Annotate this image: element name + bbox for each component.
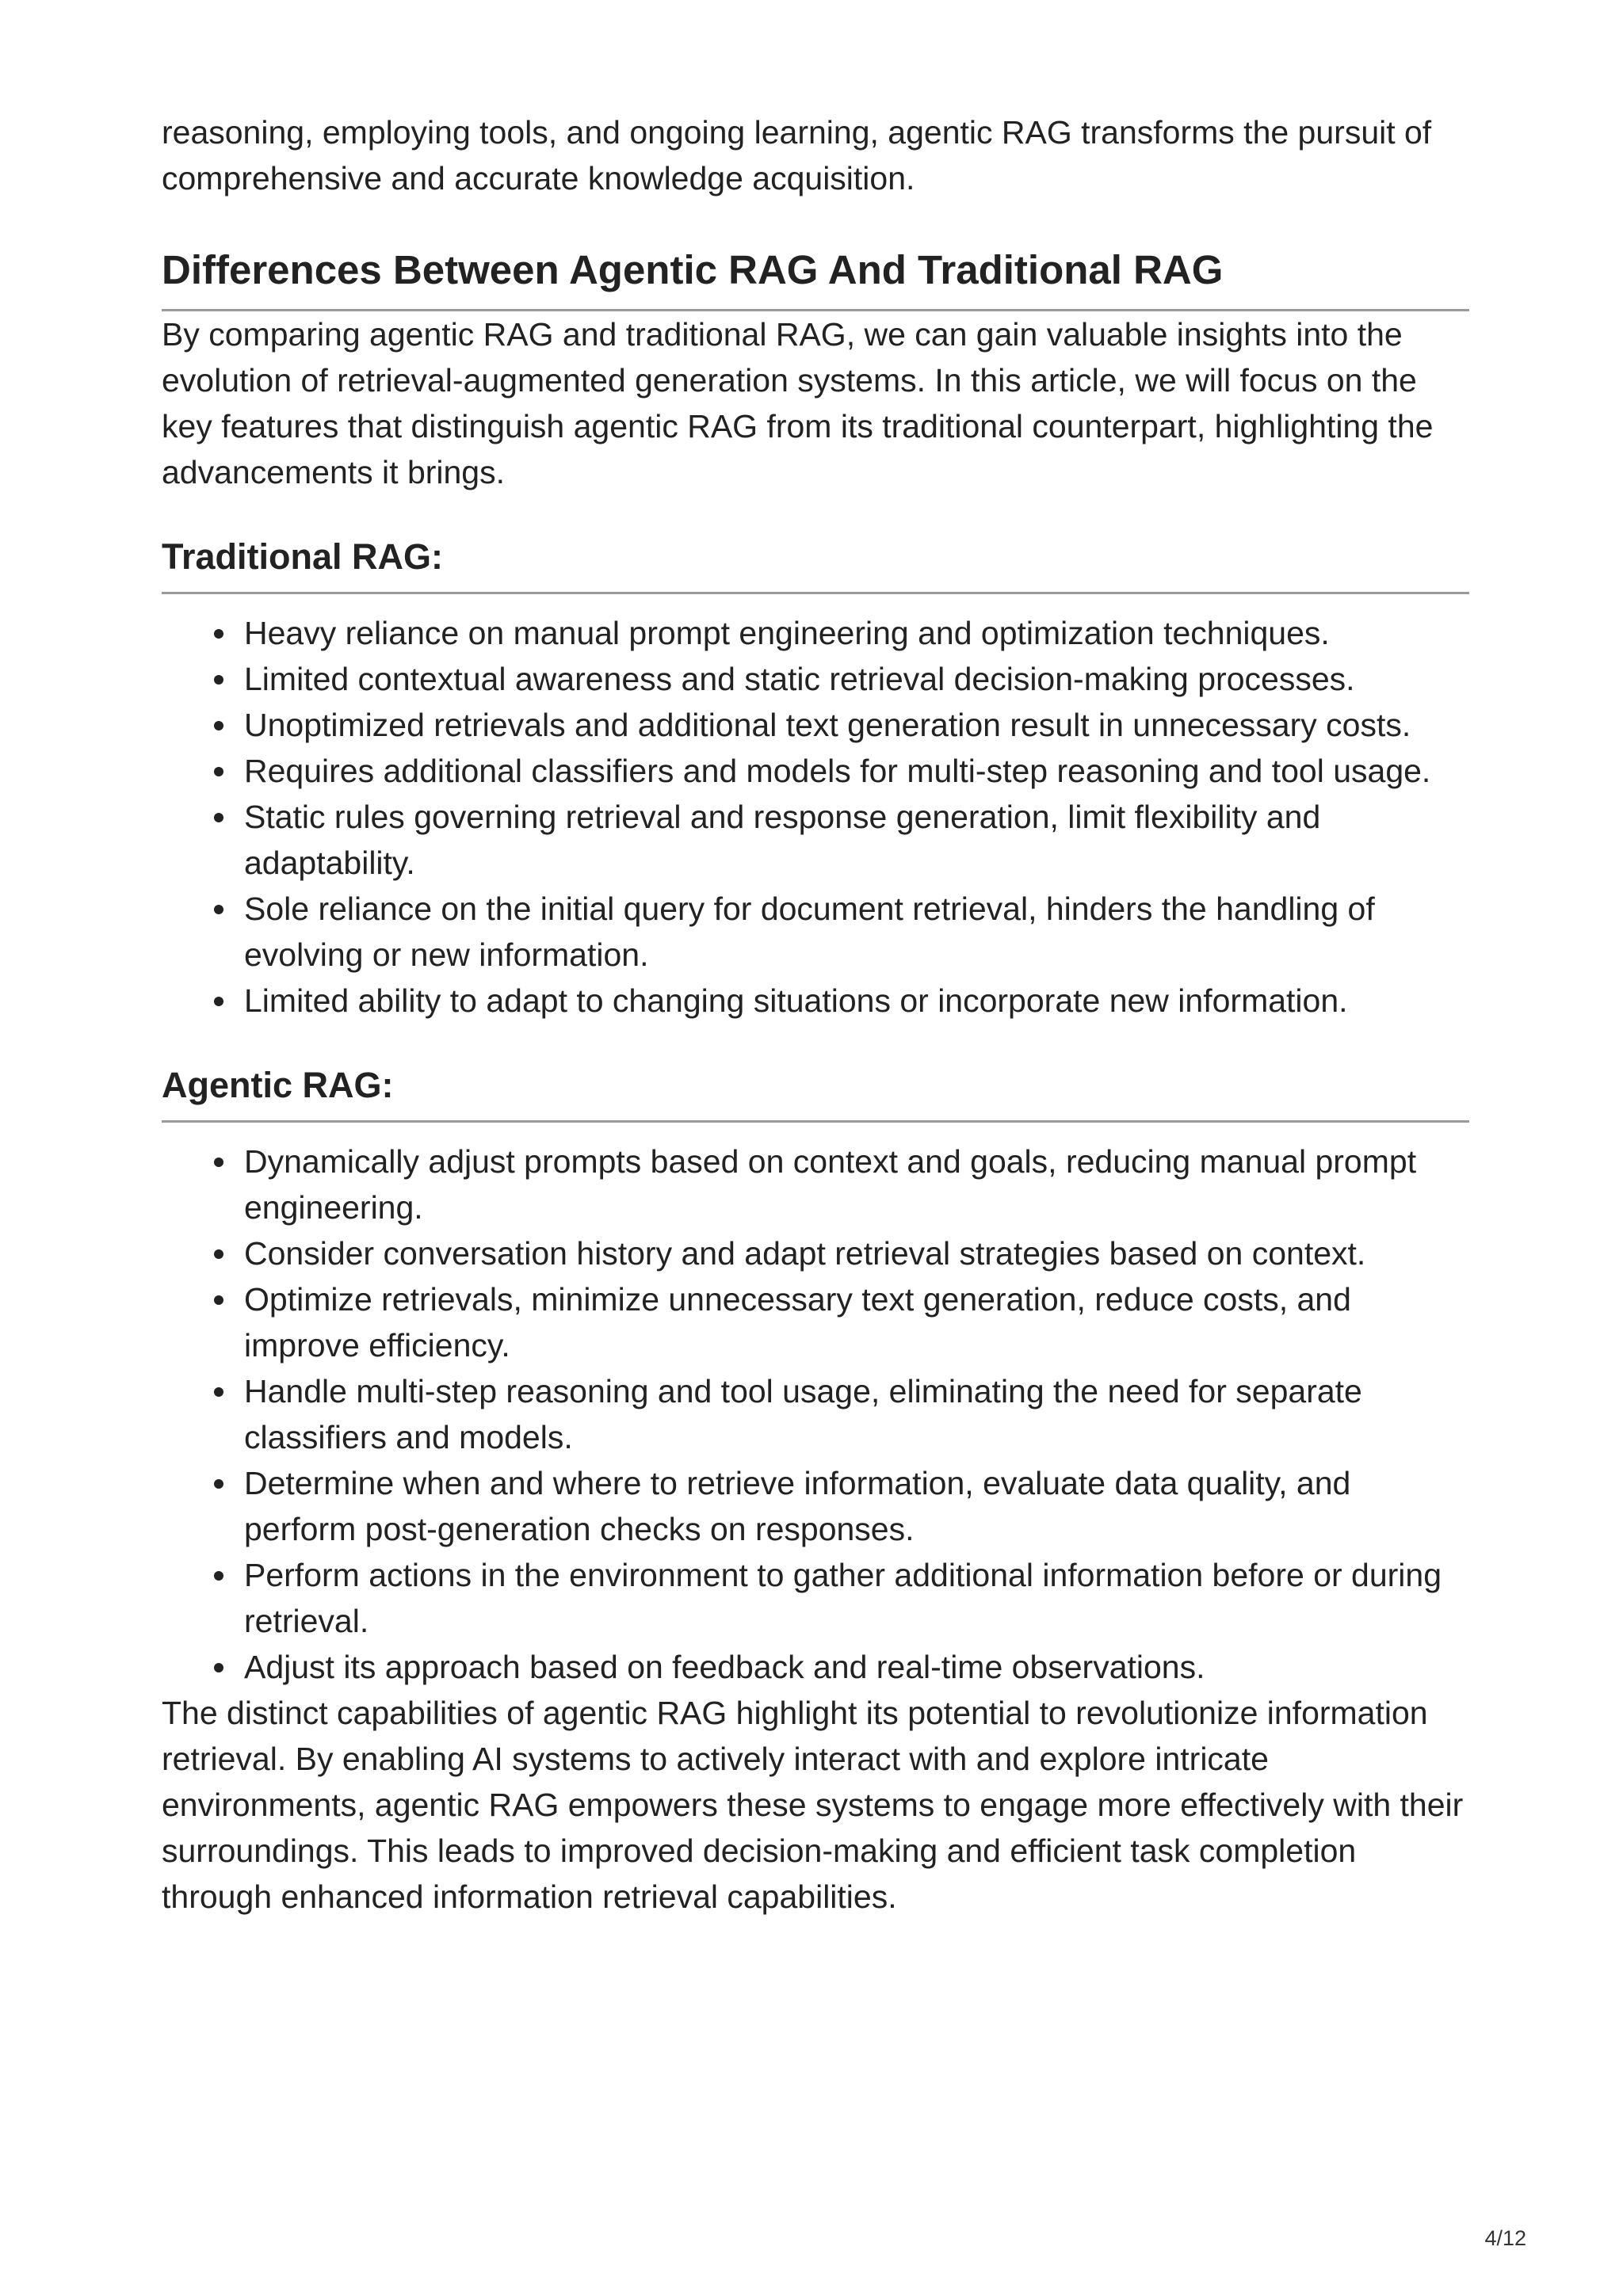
list-item: Heavy reliance on manual prompt engineering and optimization techniques. — [244, 610, 1469, 656]
traditional-rag-heading: Traditional RAG: — [162, 533, 1469, 594]
list-item: Sole reliance on the initial query for document retrieval, hinders the handling of evolving or new information. — [244, 886, 1469, 978]
section-paragraph: By comparing agentic RAG and traditional RAG, we can gain valuable insights into the evolution of retrieval-augmented generation systems. In this article, we will focus on the key features that distinguish agentic RAG from its traditional counterpart, highlighting the advancements it brings. — [162, 316, 1434, 490]
document-page — [162, 109, 1469, 1920]
agentic-rag-list — [162, 1138, 1469, 1690]
list-item: Unoptimized retrievals and additional text generation result in unnecessary costs. — [244, 702, 1469, 748]
section-heading: Differences Between Agentic RAG And Traditional RAG — [162, 242, 1469, 311]
list-item: Static rules governing retrieval and response generation, limit flexibility and adaptability. — [244, 794, 1469, 886]
page-number: 4/12 — [1484, 2226, 1526, 2250]
list-item: Adjust its approach based on feedback and real-time observations. — [244, 1644, 1469, 1690]
list-item: Optimize retrievals, minimize unnecessary text generation, reduce costs, and improve efficiency. — [244, 1276, 1469, 1368]
list-item: Consider conversation history and adapt retrieval strategies based on context. — [244, 1230, 1469, 1276]
list-item: Dynamically adjust prompts based on context and goals, reducing manual prompt engineering. — [244, 1138, 1469, 1230]
traditional-rag-list — [162, 610, 1469, 1024]
intro-paragraph: reasoning, employing tools, and ongoing learning, agentic RAG transforms the pursuit of comprehensive and accurate knowledge acquisition. — [162, 114, 1432, 196]
closing-paragraph: The distinct capabilities of agentic RAG highlight its potential to revolutionize information retrieval. By enabling AI systems to actively interact with and explore intricate environments, agentic RAG empowers these systems to engage more effectively with their surroundings. This leads to improved decision-making and efficient task completion through enhanced information retrieval capabilities. — [162, 1695, 1464, 1915]
agentic-rag-heading: Agentic RAG: — [162, 1062, 1469, 1123]
list-item: Limited contextual awareness and static retrieval decision-making processes. — [244, 656, 1469, 702]
list-item: Limited ability to adapt to changing situations or incorporate new information. — [244, 978, 1469, 1024]
list-item: Determine when and where to retrieve information, evaluate data quality, and perform post-generation checks on responses. — [244, 1460, 1469, 1552]
list-item: Requires additional classifiers and models for multi-step reasoning and tool usage. — [244, 748, 1469, 794]
list-item: Handle multi-step reasoning and tool usage, eliminating the need for separate classifiers and models. — [244, 1368, 1469, 1460]
list-item: Perform actions in the environment to gather additional information before or during retrieval. — [244, 1552, 1469, 1644]
